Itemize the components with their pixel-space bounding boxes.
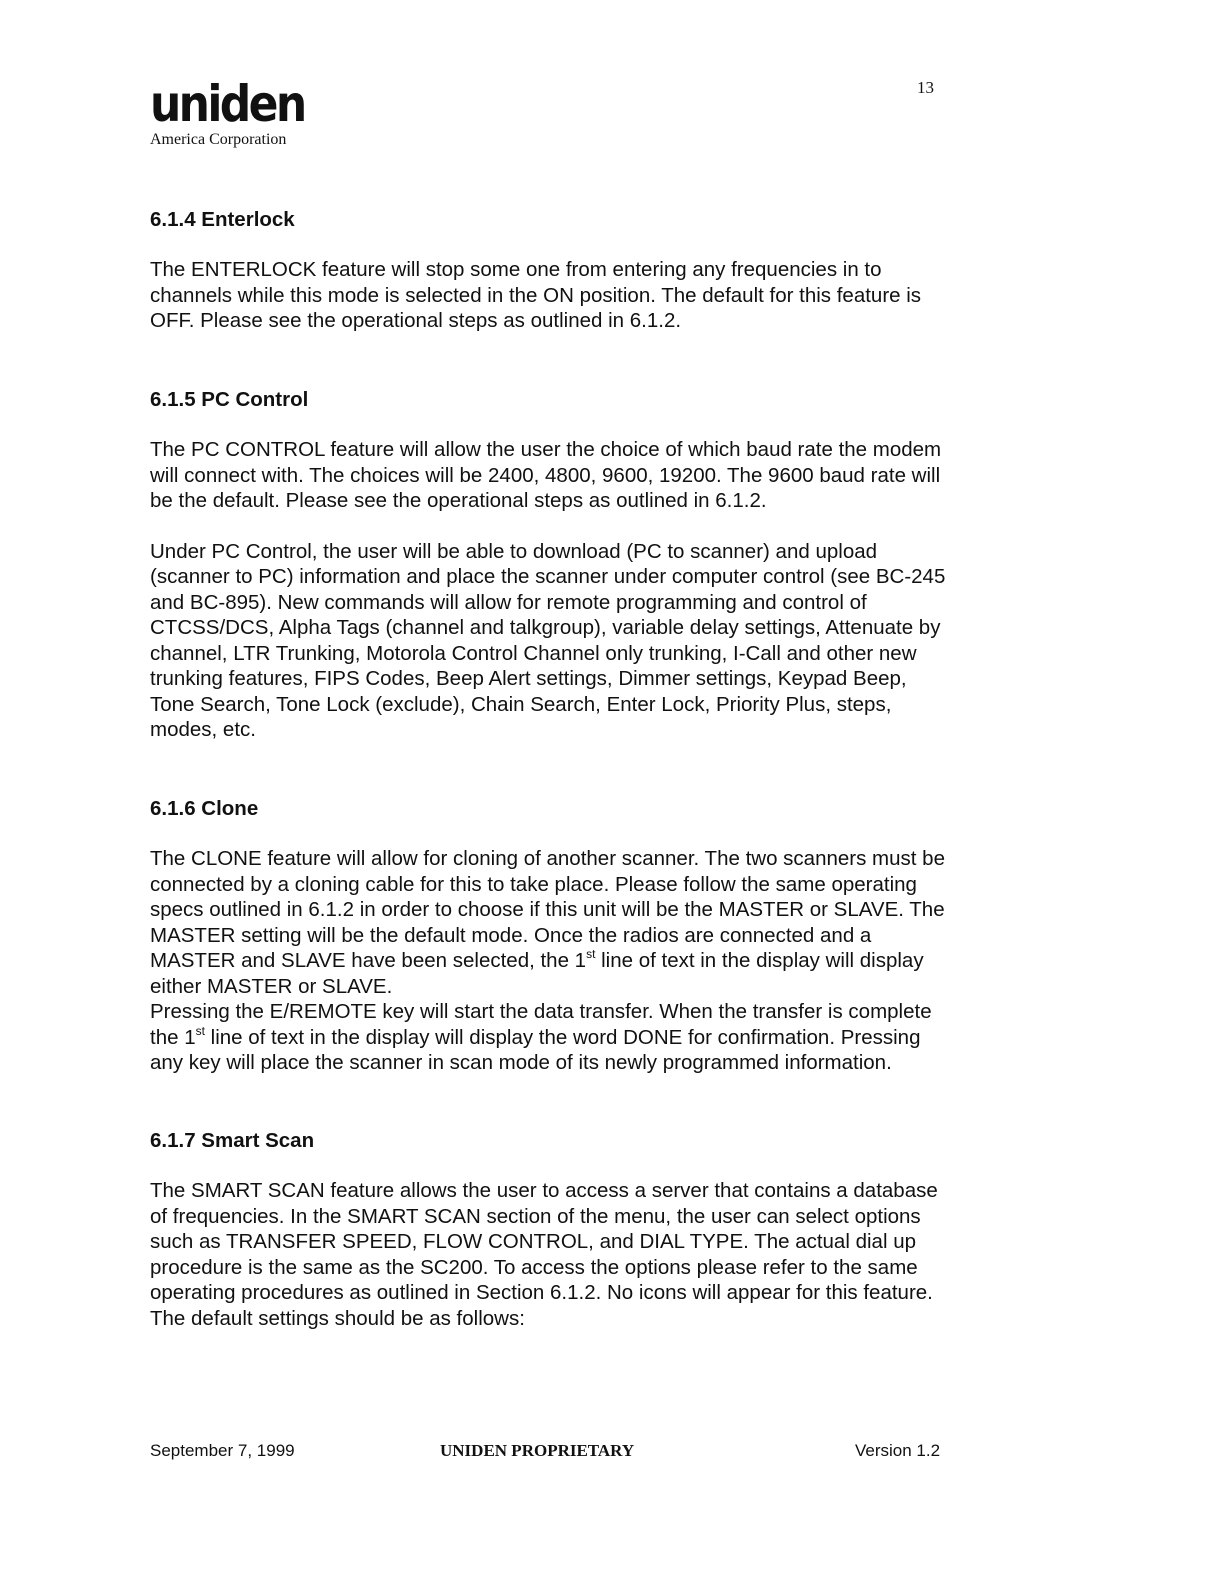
text-run: The CLONE feature will allow for cloning of another scanner. The two scanners must be connected by a cloning cable for this to take place. Please follow the same operating specs outlined in 6.1.2 in order to choose if this unit will be the MASTER or SLAVE. The MASTER setting will be the default mode. Once the radios are connected and a MASTER and SLAVE have been selected, the 1 bbox=[150, 847, 945, 972]
section-heading: 6.1.5 PC Control bbox=[150, 388, 309, 411]
paragraph: The SMART SCAN feature allows the user to access a server that contains a database of frequencies. In the SMART SCAN section of the menu, the user can select options such as TRANSFER SPEED, FLOW CONTROL, and DIAL TYPE. The actual dial up procedure is the same as the SC200. To access the options please refer to the same operating procedures as outlined in Section 6.1.2. No icons will appear for this feature. The default settings should be as follows: bbox=[150, 1179, 938, 1330]
section-clone bbox=[150, 796, 950, 1076]
section-heading: 6.1.4 Enterlock bbox=[150, 208, 295, 231]
section-smart-scan bbox=[150, 1128, 950, 1331]
section-enterlock bbox=[150, 207, 950, 334]
section-pc-control bbox=[150, 387, 950, 743]
text-run: line of text in the display will display the word DONE for confirmation. Pressing any key will place the scanner in scan mode of its newly programmed information. bbox=[150, 1025, 921, 1074]
superscript: st bbox=[195, 1023, 205, 1038]
footer-version: Version 1.2 bbox=[855, 1441, 941, 1460]
footer-proprietary: UNIDEN PROPRIETARY bbox=[440, 1441, 635, 1460]
page-number: 13 bbox=[917, 78, 934, 97]
paragraph: The PC CONTROL feature will allow the user the choice of which baud rate the modem will connect with. The choices will be 2400, 4800, 9600, 19200. The 9600 baud rate will be the default. Please see the operational steps as outlined in 6.1.2. bbox=[150, 438, 942, 512]
text-run: line of text in the display will display either MASTER or SLAVE. bbox=[150, 949, 924, 998]
paragraph bbox=[150, 999, 950, 1076]
superscript: st bbox=[586, 947, 596, 961]
text-run: Pressing the E/REMOTE key will start the data transfer. When the transfer is complete the 1 bbox=[150, 1000, 932, 1049]
company-logo bbox=[150, 75, 370, 149]
logo-subtitle: America Corporation bbox=[150, 131, 287, 148]
paragraph bbox=[150, 846, 950, 999]
logo-wordmark: uniden bbox=[150, 75, 305, 133]
section-heading: 6.1.7 Smart Scan bbox=[150, 1129, 315, 1152]
footer-date: September 7, 1999 bbox=[150, 1441, 295, 1460]
paragraph: The ENTERLOCK feature will stop some one from entering any frequencies in to channels while this mode is selected in the ON position. The default for this feature is OFF. Please see the operational steps as outlined in 6.1.2. bbox=[150, 258, 922, 332]
paragraph: Under PC Control, the user will be able to download (PC to scanner) and upload (scanner to PC) information and place the scanner under computer control (see BC-245 and BC-895). New commands will allow for remote programming and control of CTCSS/DCS, Alpha Tags (channel and talkgroup), variable delay settings, Attenuate by channel, LTR Trunking, Motorola Control Channel only trunking, I-Call and other new trunking features, FIPS Codes, Beep Alert settings, Dimmer settings, Keypad Beep, Tone Search, Tone Lock (exclude), Chain Search, Enter Lock, Priority Plus, steps, modes, etc. bbox=[150, 539, 946, 741]
section-heading: 6.1.6 Clone bbox=[150, 797, 259, 820]
